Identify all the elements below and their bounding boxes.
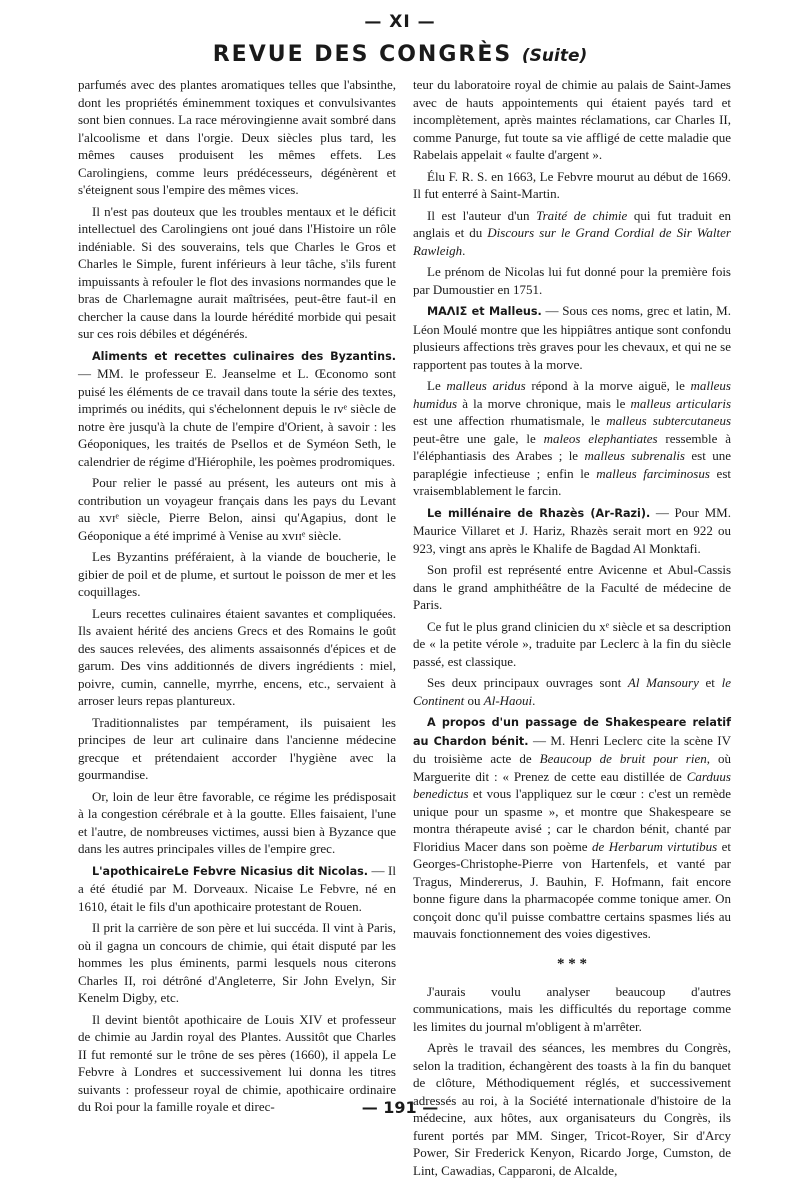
section-heading: Le millénaire de Rhazès (Ar-Razi). <box>427 506 651 520</box>
text: . <box>532 692 536 708</box>
paragraph: Élu F. R. S. en 1663, Le Febvre mourut au début de 1669. Il fut enterré à Saint-Martin. <box>413 168 731 201</box>
book-title: Discours sur le Grand Cordial de Sir Walter Rawleigh <box>413 225 731 258</box>
section-shakespeare <box>413 713 731 943</box>
latin-term: maleos elephantiates <box>543 430 658 446</box>
latin-term: malleus articularis <box>630 395 731 411</box>
section-rhazes <box>413 504 731 558</box>
paragraph: parfumés avec des plantes aromatiques telles que l'absinthe, dont les propriétés éminemment toxiques et convulsivantes sont bien connues. La race mérovingienne avait sombré dans l'alcoolisme et dans l'orgie. Deux siècles plus tard, les mêmes causes produisent les mêmes effets. Les Carolingiens, comme leurs prédécesseurs, dégénèrent et s'éteignent sous l'empire des mêmes vices. <box>78 77 396 197</box>
section-heading: A propos d'un passage de Shakespeare relatif au Chardon bénit. <box>413 716 731 748</box>
section-heading: Aliments et recettes culinaires des Byzantins. <box>92 349 396 363</box>
right-column <box>413 76 731 1183</box>
text: qui fut traduit en anglais et du <box>413 207 731 240</box>
section-le-febvre <box>78 862 396 916</box>
paragraph: J'aurais voulu analyser beaucoup d'autres communications, mais les difficultés du reportage comme les limites du journal m'obligent à m'arrêter. <box>413 983 731 1034</box>
paragraph: Il prit la carrière de son père et lui succéda. Il vint à Paris, où il gagna un concours de chimie, qui était disputé par les hommes les plus éminents, parmi lesquels nous citerons Charles II, roi détrôné d'Angleterre, Sir John Evelyn, Sir Kenelm Digby, etc. <box>78 920 396 1005</box>
latin-term: Carduus benedictus <box>413 768 731 801</box>
section-text: et Georges-Christophe-Pierre von Hartenfels, et vanté par Tragus, Mindererus, J. Bauhin, F. Hofmann, fait encore bonne figure dans la pharmacopée comme tonique amer. On conçoit donc qu'il puisse combattre certains spasmes liés au mauvais fonctionnement des voies digestives. <box>413 838 731 941</box>
paragraph: Pour relier le passé au présent, les auteurs ont mis à contribution un voyageur français dans les pays du Levant au xᴠɪᵉ siècle, Pierre Belon, ainsi qu'Agapius, dont le Géoponique a été imprimé à Venise au xᴠɪɪᵉ siècle. <box>78 475 396 543</box>
section-text: et vous l'appliquez sur le cœur : c'est un remède unique pour un spasme », et montre que Shakespeare se montra thérapeute avisé ; car le chardon bénit, chanté par Floridius Macer dans son poème <box>413 786 731 854</box>
text: est vraisemblablement le farcin. <box>413 465 731 498</box>
section-byzantins <box>78 347 396 471</box>
text: est une paraplégie infectieuse ; enfin le <box>413 448 731 481</box>
paragraph: Son profil est représenté entre Avicenne et Abul-Cassis dans le grand amphithéâtre de la Faculté de médecine de Paris. <box>413 562 731 612</box>
paragraph: Leurs recettes culinaires étaient savantes et compliquées. Ils avaient hérité des anciens Grecs et des Romains le goût des sauces relevées, des aliments assaisonnés d'épices et de garum. Des vins additionnés de divers ingrédients : miel, poivre, cumin, cannelle, myrrhe, encens, etc., servaient à arroser leurs repas plantureux. <box>78 605 396 708</box>
section-text: — MM. le professeur E. Jeanselme et L. Œconomo sont puisé les éléments de ce travail dans toute la série des textes, imprimés ou inédits, qui s'échelonnent depuis le ɪᴠᵉ siècle de notre ère jusqu'à la chute de l'empire d'Orient, à savoir : les Géoponiques, les traités de Psellos et de Syméon Seth, le calendrier de régime d'Hiérophile, les poèmes prodromiques. <box>78 366 396 469</box>
section-text: — Il a été étudié par M. Dorveaux. Nicaise Le Febvre, né en 1610, était le fils d'un apothicaire protestant de Rouen. <box>78 862 396 914</box>
paragraph: teur du laboratoire royal de chimie au palais de Saint-James avec de hauts appointements qui étaient payés tard et incomplètement, après maintes réclamations, car Charles II, comme Panurge, fut toute sa vie affligé de cette maladie que Rabelais appelait « faulte d'argent ». <box>413 77 731 162</box>
book-title: Traité de chimie <box>536 207 628 223</box>
text: peut-être une gale, le <box>413 430 544 446</box>
latin-term: malleus subrenalis <box>584 448 685 463</box>
text: répond à la morve aiguë, le <box>525 378 691 393</box>
section-text: — Pour MM. Maurice Villaret et J. Hariz, Rhazès serait mort en 922 ou 923, vingt ans après le Khalife de Bagdad Al Monktafi. <box>413 504 731 556</box>
text: Le <box>427 378 447 393</box>
section-text: — Sous ces noms, grec et latin, M. Léon Moulé montre que les hippiâtres antique sont confondu plusieurs affections très graves pour les chevaux, et qui ne se rapportent pas toutes à la morve. <box>413 303 731 372</box>
text: Il est l'auteur d'un <box>427 207 537 223</box>
paragraph: Les Byzantins préféraient, à la viande de boucherie, le gibier de poil et de plume, et surtout le poisson de mer et les coquillages. <box>78 549 396 599</box>
paragraph <box>413 207 731 260</box>
section-text: , où Marguerite dit : « Prenez de cette eau distillée de <box>413 751 731 784</box>
book-title: Al-Haoui <box>483 692 533 708</box>
latin-term: malleus aridus <box>446 378 526 393</box>
text: est une affection rhumatismale, le <box>413 413 607 428</box>
paragraph: Le prénom de Nicolas lui fut donné pour la première fois par Dumoustier en 1751. <box>413 264 731 297</box>
left-column <box>78 76 396 1120</box>
paragraph: Ce fut le plus grand clinicien du xᵉ siècle et sa description de « la petite vérole », traduite par Leclerc à la fin du siècle passé, est classique. <box>413 618 731 669</box>
paragraph: Or, loin de leur être favorable, ce régime les prédisposait à la congestion cérébrale et à la goutte. Elles faisaient, l'une et l'autre, de nombreuses victimes, aussi bien à Byzance que dans les autres principales villes de l'empire grec. <box>78 788 396 856</box>
text: . <box>462 242 466 258</box>
roman-page-number: — XI — <box>364 12 436 32</box>
page-title-suffix: (Suite) <box>521 46 588 66</box>
latin-term: malleus humidus <box>413 378 731 411</box>
section-text: — M. Henri Leclerc cite la scène IV du troisième acte de <box>413 732 731 766</box>
paragraph <box>413 377 731 500</box>
book-title: Beaucoup de bruit pour rien <box>539 751 707 766</box>
section-heading: L'apothicaireLe Febvre Nicasius dit Nicolas. <box>92 864 369 878</box>
page-number: — 191 — <box>361 1098 439 1117</box>
paragraph: Après le travail des séances, les membres du Congrès, selon la tradition, échangèrent des toasts à la fin du banquet de clôture, Méthodiquement réglés, et successivement adressés au roi, à la Société internationale d'histoire de la médecine, aux hôtes, aux organisateurs du Congrès, ils furent portés par MM. Singer, Tricot-Royer, Sir d'Arcy Power, Sir Frederick Kenyon, Ricardo Jorge, Cumston, de Lint, Cawadias, Capparoni, de Alcalde, <box>413 1040 731 1178</box>
book-title: le Continent <box>413 675 731 708</box>
text: et <box>698 675 722 690</box>
section-heading: ΜΑΛΙΣ et Malleus. <box>427 305 542 318</box>
text: à la morve chronique, mais le <box>457 395 631 411</box>
book-title: de Herbarum virtutibus <box>591 838 718 854</box>
paragraph <box>413 674 731 709</box>
page-title <box>0 42 800 67</box>
latin-term: malleus farciminosus <box>596 465 710 481</box>
paragraph: Traditionnalistes par tempérament, ils puisaient les principes de leur art culinaire dans l'ancienne médecine grecque et prétendaient accorder l'hygiène avec la gourmandise. <box>78 714 396 782</box>
paragraph: Il n'est pas douteux que les troubles mentaux et le déficit intellectuel des Carolingiens ont joué dans l'Histoire un rôle indéniable. Si des souverains, tels que Charles le Gros et Charles le Simple, furent inférieurs à leur tâche, s'ils furent impuissants à refouler le flot des invasions normandes que le bras de Charlemagne aurait maîtrisées, peut-être faut-il en chercher la cause dans la lourde hérédité morbide qui pesait sur ces rois débiles et dégénérés. <box>78 203 396 341</box>
text: ressemble à l'éléphantiasis des Arabes ; le <box>413 430 731 463</box>
latin-term: malleus subtercutaneus <box>606 413 732 428</box>
section-separator-stars: * * * <box>557 955 587 972</box>
text: ou <box>464 692 484 708</box>
page-title-text: REVUE DES CONGRÈS <box>212 42 513 67</box>
book-title: Al Mansoury <box>627 675 699 690</box>
section-malleus <box>413 302 731 373</box>
text: Ses deux principaux ouvrages sont <box>427 675 628 690</box>
paragraph: Il devint bientôt apothicaire de Louis XIV et professeur de chimie au Jardin royal des Plantes. Aussitôt que Charles II fut remonté sur le trône de ses pères (1660), il appela Le Febvre à Londres et successivement lui donna les titres suivants : professeur royal de chimie, apothicaire ordinaire du Roi pour la famille royale et direc- <box>78 1011 396 1114</box>
